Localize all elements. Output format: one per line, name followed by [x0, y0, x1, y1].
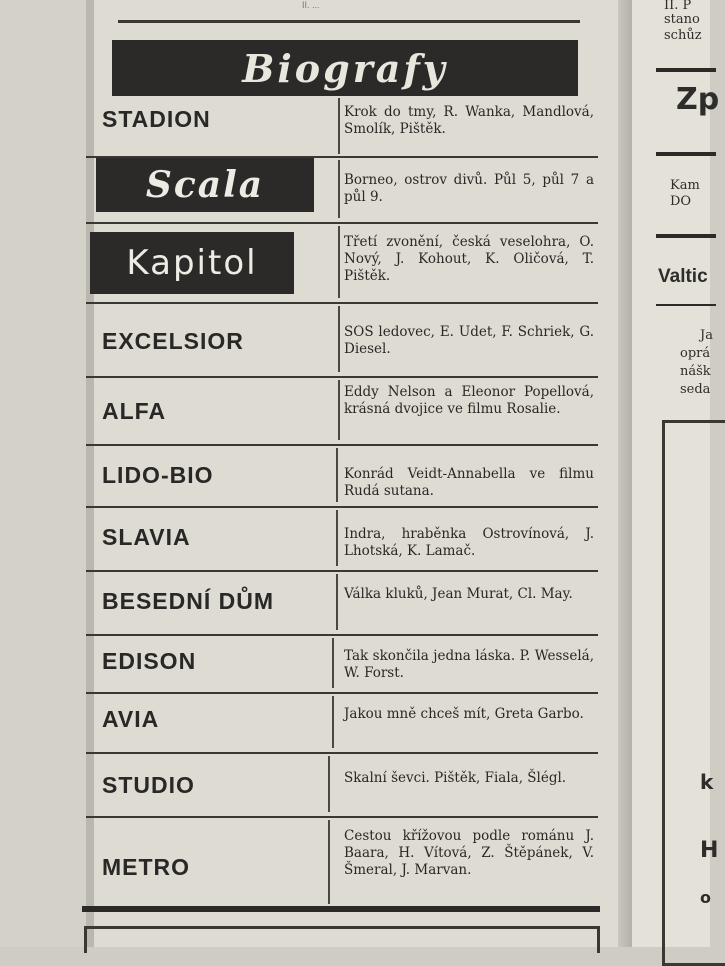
cinema-program: Konrád Veidt-Annabella ve filmu Rudá sutana.	[344, 466, 594, 499]
cinema-name: ALFA	[102, 398, 167, 424]
right-box-letter-k: k	[700, 770, 714, 794]
cinema-row-edison	[86, 636, 600, 692]
right-para-line-1: Ja	[700, 328, 713, 343]
biografy-banner	[112, 40, 578, 96]
cinema-row-alfa	[86, 378, 600, 444]
cinema-name: LIDO-BIO	[102, 462, 214, 488]
right-box-letter-h: H	[700, 838, 719, 863]
bottom-rule	[82, 906, 600, 912]
right-top-line-3: schůz	[664, 28, 702, 43]
right-box-letter-o: o	[700, 888, 711, 907]
cinema-name: SLAVIA	[102, 524, 191, 550]
cinema-row-stadion	[86, 96, 600, 158]
right-line-do: DO	[670, 194, 692, 209]
cinema-name: EDISON	[102, 648, 197, 674]
banner-title: Biografy	[242, 45, 448, 91]
cinema-name: AVIA	[102, 706, 160, 732]
cinema-row-kapitol	[86, 224, 600, 302]
right-rule	[656, 68, 716, 72]
cinema-row-studio	[86, 754, 600, 816]
cinema-program: Indra, hraběnka Ostrovínová, J. Lhotská, K. Lamač.	[344, 526, 594, 559]
column-rule	[328, 820, 330, 904]
cinema-program: Krok do tmy, R. Wanka, Mandlová, Smolík, Pištěk.	[344, 104, 594, 137]
cinema-program: Cestou křížovou podle románu J. Baara, H. Vítová, Z. Štěpánek, V. Šmeral, J. Marvan.	[344, 828, 594, 878]
column-rule	[338, 160, 340, 218]
cinema-row-slavia	[86, 508, 600, 570]
cinema-program: Třetí zvonění, česká veselohra, O. Nový, J. Kohout, K. Oličová, T. Pištěk.	[344, 234, 594, 284]
cinema-name: EXCELSIOR	[102, 328, 244, 354]
cinema-row-besedni-dum	[86, 572, 600, 634]
right-box	[662, 420, 725, 966]
column-rule	[332, 638, 334, 688]
right-heading-big: Zp	[676, 82, 720, 117]
page-left-margin	[0, 0, 92, 947]
next-section-box	[84, 926, 600, 953]
scala-logo	[96, 158, 314, 212]
right-para-line-4: seda	[680, 382, 711, 397]
right-para-line-2: oprá	[680, 346, 711, 361]
cinema-row-lido-bio	[86, 446, 600, 506]
cinema-name: STADION	[102, 106, 211, 132]
top-strip-text: II. ...	[302, 0, 320, 10]
cinema-program: Borneo, ostrov divů. Půl 5, půl 7 a půl 9.	[344, 172, 594, 205]
cinema-program: Jakou mně chceš mít, Greta Garbo.	[344, 706, 584, 722]
cinema-program: Válka kluků, Jean Murat, Cl. May.	[344, 586, 573, 602]
right-line-kam: Kam	[670, 178, 700, 193]
top-rule	[118, 20, 580, 23]
right-rule	[656, 234, 716, 238]
cinema-row-excelsior	[86, 304, 600, 376]
kapitol-logo	[90, 232, 294, 294]
column-rule	[338, 380, 340, 440]
cinema-program: Tak skončila jedna láska. P. Wesselá, W. Forst.	[344, 648, 594, 681]
cinema-program: Skalní ševci. Pištěk, Fiala, Šlégl.	[344, 770, 567, 786]
column-rule	[328, 756, 330, 812]
column-rule	[336, 448, 338, 502]
cinema-program: Eddy Nelson a Eleonor Popellová, krásná dvojice ve filmu Rosalie.	[344, 384, 594, 417]
cinema-name: METRO	[102, 854, 191, 880]
column-rule	[336, 510, 338, 566]
column-rule	[338, 98, 340, 154]
scala-logo-text: Scala	[145, 164, 265, 206]
column-rule	[332, 696, 334, 748]
column-rule	[338, 306, 340, 372]
right-rule	[656, 152, 716, 156]
kapitol-logo-text: Kapitol	[126, 243, 258, 283]
column-rule	[336, 574, 338, 630]
cinema-program: SOS ledovec, E. Udet, F. Schriek, G. Diesel.	[344, 324, 594, 357]
right-para-line-3: nášk	[680, 364, 711, 379]
cinema-name: BESEDNÍ DŮM	[102, 588, 275, 614]
column-rule	[338, 226, 340, 298]
cinema-row-scala	[86, 158, 600, 222]
cinema-row-metro	[86, 818, 600, 906]
cinema-row-avia	[86, 694, 600, 752]
right-rule	[656, 304, 716, 306]
right-top-line-2: stano	[664, 12, 700, 27]
right-heading-valtic: Valtic	[658, 266, 708, 287]
right-top-line-1: II. P	[664, 0, 692, 13]
cinema-name: STUDIO	[102, 772, 195, 798]
